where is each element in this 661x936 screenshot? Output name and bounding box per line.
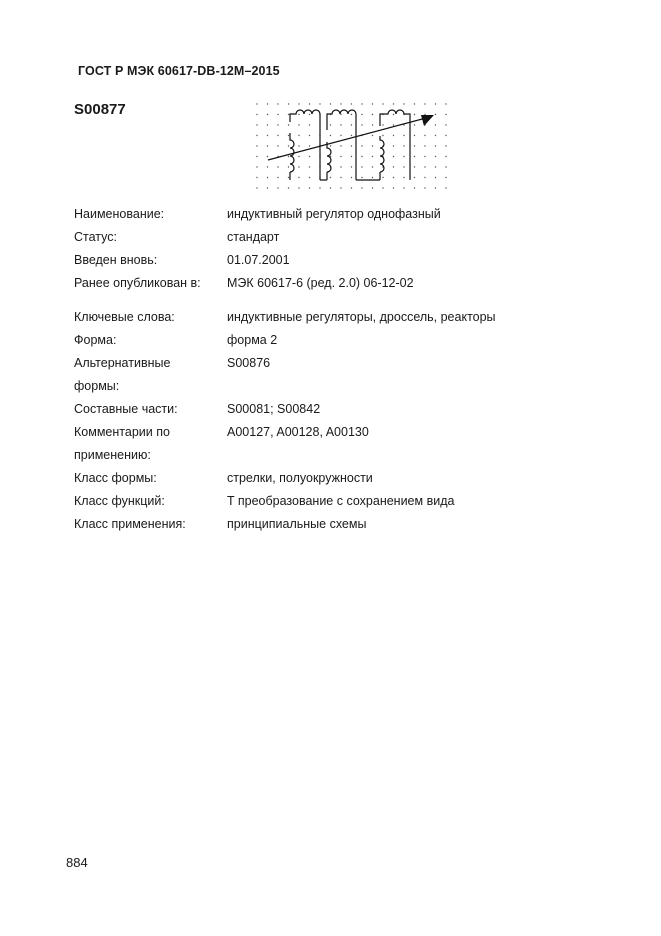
- grid-dot: [340, 166, 341, 167]
- field-introduced: [74, 249, 614, 272]
- arrow-head: [421, 115, 434, 126]
- grid-dot: [403, 187, 404, 188]
- grid-dot: [340, 156, 341, 157]
- grid-dot: [372, 124, 373, 125]
- grid-dot: [424, 166, 425, 167]
- grid-dot: [330, 145, 331, 146]
- grid-dot: [382, 135, 383, 136]
- grid-dot: [372, 187, 373, 188]
- field-label: Класс функций:: [74, 494, 165, 508]
- grid-dot: [340, 135, 341, 136]
- grid-dot: [319, 103, 320, 104]
- grid-dot: [424, 145, 425, 146]
- grid-dot: [445, 156, 446, 157]
- grid-dot: [288, 145, 289, 146]
- grid-dot: [288, 103, 289, 104]
- field-label: Наименование:: [74, 207, 165, 221]
- grid-dot: [414, 124, 415, 125]
- field-label: Составные части:: [74, 402, 178, 416]
- grid-dot: [309, 103, 310, 104]
- grid-dot: [298, 187, 299, 188]
- field-label: Введен вновь:: [74, 253, 158, 267]
- field-previously-published: [74, 272, 614, 295]
- field-label: Статус:: [74, 230, 117, 244]
- grid-dot: [361, 156, 362, 157]
- field-value: принципиальные схемы: [227, 517, 367, 531]
- symbol-code: S00877: [74, 101, 126, 118]
- grid-dot: [256, 177, 257, 178]
- field-label: Форма:: [74, 333, 117, 347]
- grid-dot: [298, 156, 299, 157]
- field-label: Класс формы:: [74, 471, 157, 485]
- grid-dot: [361, 145, 362, 146]
- grid-dot: [298, 114, 299, 115]
- grid-dot: [445, 145, 446, 146]
- grid-dot: [403, 103, 404, 104]
- winding-1: [290, 110, 320, 180]
- standard-title: ГОСТ Р МЭК 60617-DB-12M–2015: [78, 64, 280, 78]
- field-components: [74, 398, 614, 421]
- grid-dot: [298, 145, 299, 146]
- field-shape-class: [74, 467, 614, 490]
- field-function-class: [74, 490, 614, 513]
- grid-dot: [361, 124, 362, 125]
- grid-dot: [277, 166, 278, 167]
- grid-dot: [330, 124, 331, 125]
- field-value: форма 2: [227, 333, 278, 347]
- grid-dot: [393, 166, 394, 167]
- grid-dot: [393, 135, 394, 136]
- field-label: [74, 352, 227, 398]
- grid-dot: [372, 177, 373, 178]
- grid-dot: [393, 114, 394, 115]
- grid-dot: [435, 103, 436, 104]
- grid-dot: [414, 103, 415, 104]
- grid-dot: [445, 135, 446, 136]
- grid-dot: [277, 124, 278, 125]
- field-value: стрелки, полуокружности: [227, 471, 373, 485]
- grid-dot: [403, 177, 404, 178]
- field-label: Ранее опубликован в:: [74, 276, 201, 290]
- field-value: A00127, A00128, A00130: [227, 425, 369, 439]
- grid-dot: [340, 124, 341, 125]
- grid-dot: [424, 103, 425, 104]
- grid-dot: [298, 103, 299, 104]
- grid-dot: [435, 114, 436, 115]
- grid-dot: [330, 103, 331, 104]
- grid-dot: [267, 156, 268, 157]
- grid-dot: [288, 177, 289, 178]
- field-label-line: формы:: [74, 379, 120, 393]
- grid-dot: [435, 187, 436, 188]
- grid-dot: [393, 103, 394, 104]
- grid-dot: [403, 166, 404, 167]
- grid-dot: [309, 156, 310, 157]
- grid-dot: [330, 187, 331, 188]
- grid-dot: [351, 166, 352, 167]
- grid-dot: [361, 177, 362, 178]
- grid-dot: [277, 103, 278, 104]
- field-keywords: [74, 306, 614, 329]
- grid-dot: [414, 187, 415, 188]
- grid-dot: [382, 103, 383, 104]
- grid-dot: [361, 103, 362, 104]
- grid-dot: [403, 135, 404, 136]
- grid-dot: [288, 166, 289, 167]
- grid-dot: [340, 145, 341, 146]
- grid-dot: [319, 187, 320, 188]
- grid-dot: [267, 166, 268, 167]
- grid-dot: [256, 114, 257, 115]
- grid-dot: [351, 177, 352, 178]
- grid-dot: [277, 177, 278, 178]
- field-status: [74, 226, 614, 249]
- grid-dot: [288, 114, 289, 115]
- grid-dot: [351, 114, 352, 115]
- grid-dot: [435, 135, 436, 136]
- grid-dot: [424, 114, 425, 115]
- grid-dot: [403, 156, 404, 157]
- grid-dot: [445, 187, 446, 188]
- grid-dot: [277, 135, 278, 136]
- grid-dot: [445, 124, 446, 125]
- grid-dot: [256, 145, 257, 146]
- grid-dot: [424, 156, 425, 157]
- field-value: МЭК 60617-6 (ред. 2.0) 06-12-02: [227, 276, 414, 290]
- winding-3: [380, 110, 410, 180]
- field-label: Класс применения:: [74, 517, 186, 531]
- grid-dot: [393, 156, 394, 157]
- grid-dot: [414, 156, 415, 157]
- grid-dot: [351, 124, 352, 125]
- grid-dot: [414, 135, 415, 136]
- field-label-line: применению:: [74, 448, 151, 462]
- grid-dot: [351, 135, 352, 136]
- grid-dot: [393, 145, 394, 146]
- grid-dot: [267, 114, 268, 115]
- grid-dot: [372, 145, 373, 146]
- grid-dot: [445, 103, 446, 104]
- grid-dot: [414, 166, 415, 167]
- grid-dot: [435, 156, 436, 157]
- grid-dot: [267, 187, 268, 188]
- grid-dot: [309, 177, 310, 178]
- grid-dot: [288, 156, 289, 157]
- grid-dot: [372, 114, 373, 115]
- grid-dot: [372, 135, 373, 136]
- grid-dot: [361, 166, 362, 167]
- grid-dot: [351, 145, 352, 146]
- adjustment-arrow: [268, 118, 426, 160]
- grid-dot: [256, 124, 257, 125]
- grid-dot: [267, 177, 268, 178]
- grid-dot: [382, 177, 383, 178]
- grid-dot: [372, 103, 373, 104]
- grid-dot: [288, 187, 289, 188]
- grid-dot: [267, 135, 268, 136]
- grid-dot: [424, 187, 425, 188]
- grid-dot: [330, 177, 331, 178]
- grid-dot: [424, 177, 425, 178]
- grid-dot: [435, 166, 436, 167]
- field-value: T преобразование с сохранением вида: [227, 494, 455, 508]
- grid-dot: [393, 177, 394, 178]
- grid-dot: [351, 156, 352, 157]
- grid-dot: [414, 114, 415, 115]
- grid-dot: [414, 177, 415, 178]
- grid-dot: [277, 187, 278, 188]
- grid-dot: [277, 145, 278, 146]
- grid-dot: [372, 156, 373, 157]
- field-label: Ключевые слова:: [74, 310, 175, 324]
- grid-dot: [414, 145, 415, 146]
- grid-dot: [351, 187, 352, 188]
- inductive-regulator-symbol: [250, 100, 450, 192]
- field-label: [74, 421, 227, 467]
- grid-dot: [267, 145, 268, 146]
- grid-dot: [298, 166, 299, 167]
- grid-dot: [361, 187, 362, 188]
- grid-dot: [340, 114, 341, 115]
- grid-dot: [288, 124, 289, 125]
- grid-dot: [424, 135, 425, 136]
- field-value: S00081; S00842: [227, 402, 321, 416]
- grid-dot: [256, 135, 257, 136]
- grid-dot: [256, 187, 257, 188]
- grid-dot: [403, 145, 404, 146]
- grid-dot: [288, 135, 289, 136]
- grid-dot: [298, 177, 299, 178]
- grid-dot: [277, 114, 278, 115]
- grid-dot: [309, 187, 310, 188]
- field-label-line: Комментарии по: [74, 425, 170, 439]
- field-alternative-forms: [74, 352, 614, 398]
- field-value: индуктивные регуляторы, дроссель, реакторы: [227, 310, 496, 324]
- grid-dot: [382, 187, 383, 188]
- grid-dot: [361, 114, 362, 115]
- grid-dot: [298, 124, 299, 125]
- grid-dot: [340, 177, 341, 178]
- grid-dot: [445, 114, 446, 115]
- grid-dot: [445, 177, 446, 178]
- field-label-line: Альтернативные: [74, 356, 171, 370]
- grid-dot: [256, 103, 257, 104]
- grid-dot: [382, 124, 383, 125]
- grid-dot: [435, 177, 436, 178]
- dot-grid: [256, 103, 446, 188]
- grid-dot: [445, 166, 446, 167]
- grid-dot: [435, 124, 436, 125]
- grid-dot: [256, 166, 257, 167]
- grid-dot: [340, 187, 341, 188]
- grid-dot: [309, 166, 310, 167]
- page-number: 884: [66, 855, 88, 870]
- grid-dot: [393, 124, 394, 125]
- grid-dot: [298, 135, 299, 136]
- grid-dot: [309, 145, 310, 146]
- grid-dot: [309, 135, 310, 136]
- grid-dot: [393, 187, 394, 188]
- field-name: [74, 203, 614, 226]
- grid-dot: [372, 166, 373, 167]
- grid-dot: [351, 103, 352, 104]
- grid-dot: [435, 145, 436, 146]
- field-value: индуктивный регулятор однофазный: [227, 207, 441, 221]
- grid-dot: [309, 124, 310, 125]
- grid-dot: [267, 124, 268, 125]
- grid-dot: [309, 114, 310, 115]
- grid-dot: [340, 103, 341, 104]
- field-value: S00876: [227, 356, 271, 370]
- field-value: стандарт: [227, 230, 280, 244]
- grid-dot: [330, 135, 331, 136]
- winding-2: [327, 110, 356, 180]
- grid-dot: [256, 156, 257, 157]
- grid-dot: [267, 103, 268, 104]
- field-application-class: [74, 513, 614, 536]
- symbol-properties: [74, 203, 614, 536]
- field-application-notes: [74, 421, 614, 467]
- field-form: [74, 329, 614, 352]
- field-value: 01.07.2001: [227, 253, 290, 267]
